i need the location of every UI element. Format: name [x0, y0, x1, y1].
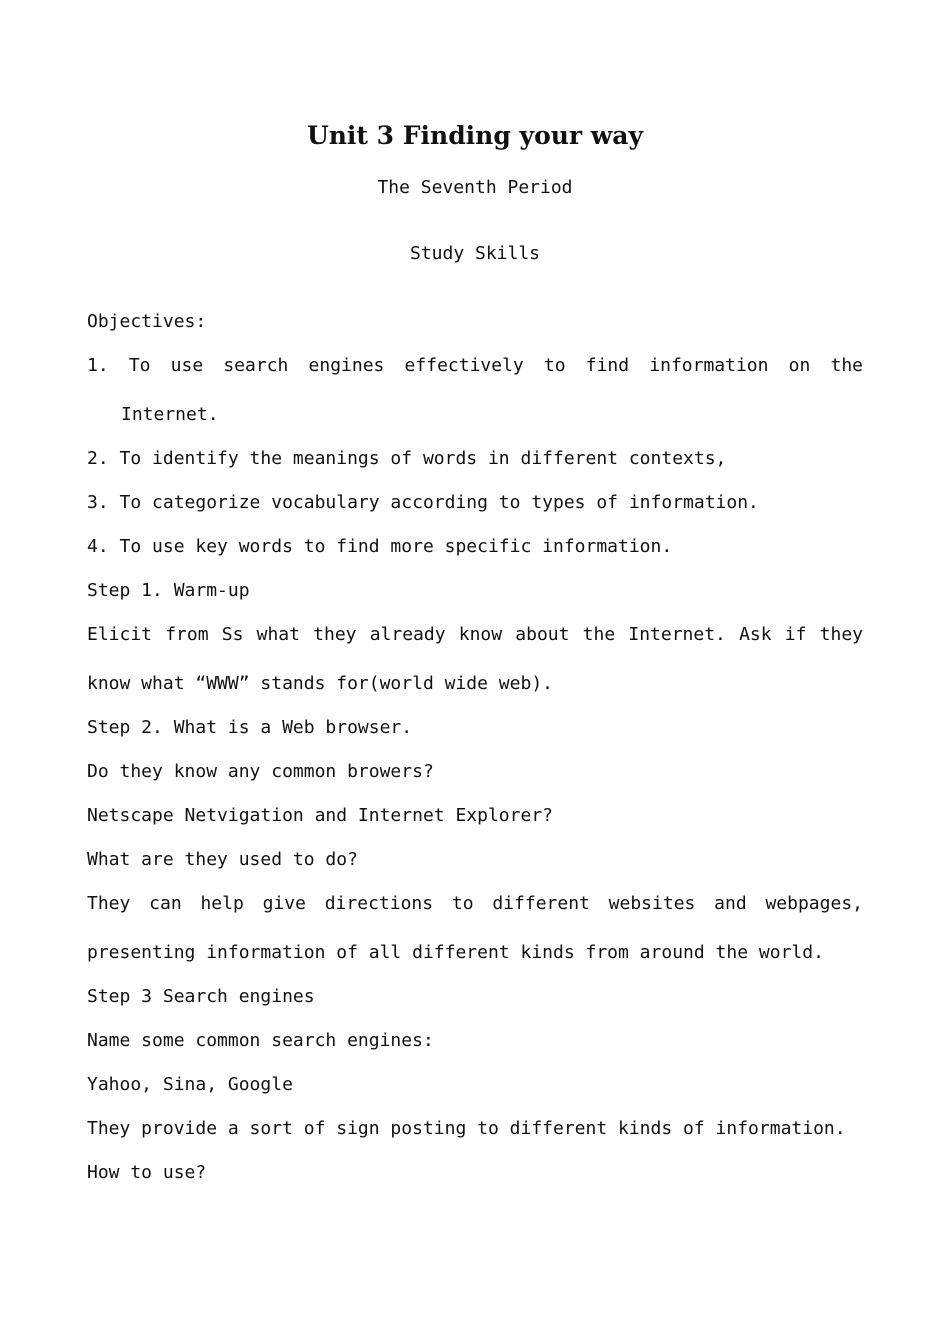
step-3-prompt: Name some common search engines:: [87, 1030, 434, 1051]
step-2-question-2: What are they used to do?: [87, 849, 358, 870]
search-engine-list: Yahoo, Sina, Google: [87, 1074, 293, 1095]
step-2-question-1: Do they know any common browers?: [87, 761, 434, 782]
step-2-answer-2-line-2: presenting information of all different kinds from around the world.: [87, 942, 824, 963]
step-3-question: How to use?: [87, 1162, 207, 1183]
objectives-heading: Objectives:: [87, 311, 207, 332]
step-3-heading: Step 3 Search engines: [87, 986, 315, 1007]
step-3-explanation: They provide a sort of sign posting to different kinds of information.: [87, 1118, 846, 1139]
period-subtitle: The Seventh Period: [377, 177, 573, 198]
step-2-answer-1: Netscape Netvigation and Internet Explorer?: [87, 805, 553, 826]
objective-1-continuation: Internet.: [121, 404, 219, 425]
step-2-answer-2-line-1: They can help give directions to different websites and webpages,: [87, 893, 863, 914]
section-subtitle: Study Skills: [409, 243, 541, 264]
step-1-paragraph-line-1: Elicit from Ss what they already know about the Internet. Ask if they: [87, 624, 863, 645]
objective-2: 2. To identify the meanings of words in different contexts,: [87, 448, 727, 469]
step-2-heading: Step 2. What is a Web browser.: [87, 717, 413, 738]
document-title: Unit 3 Finding your way: [306, 121, 644, 150]
step-1-paragraph-line-2: know what “WWW” stands for(world wide web).: [87, 673, 553, 694]
objective-4: 4. To use key words to find more specific information.: [87, 536, 673, 557]
step-1-heading: Step 1. Warm-up: [87, 580, 250, 601]
objective-1-line: 1. To use search engines effectively to find information on the: [87, 355, 863, 376]
objective-3: 3. To categorize vocabulary according to types of information.: [87, 492, 759, 513]
